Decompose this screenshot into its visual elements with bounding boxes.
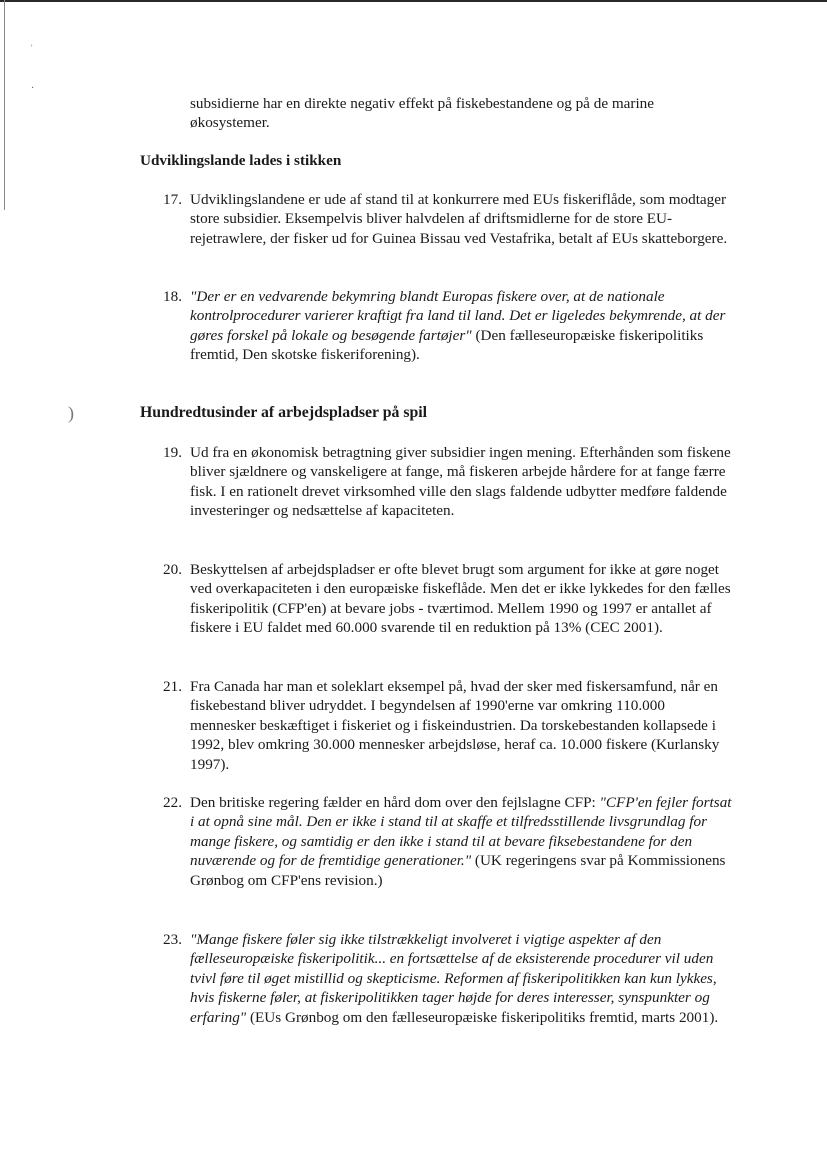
paragraph-number: 23. <box>163 931 182 948</box>
paragraph-text: Fra Canada har man et soleklart eksempel på, hvad der sker med fiskersamfund, når en fiskebestand bliver udryddet. I begyndelsen af 1990'erne var omkring 110.000 mennesker beskæftiget i fiskeriet og i fiskeindustrien. Da torskebestanden kollapsede i 1992, blev omkring 30.000 mennesker arbejdsløse, heraf ca. 10.000 fiskere (Kurlansky 1997). <box>190 678 720 773</box>
paragraph-number: 21. <box>163 678 182 695</box>
scan-left-border <box>4 0 5 210</box>
numbered-paragraph-22 <box>163 793 733 890</box>
paragraph-number: 18. <box>163 288 182 305</box>
intro-paragraph: subsidierne har en direkte negativ effekt på fiskebestandene og på de marine økosystemer. <box>190 95 655 132</box>
paragraph-number: 17. <box>163 191 182 208</box>
paragraph-text <box>190 930 733 1027</box>
paragraph-text: Udviklingslandene er ude af stand til at konkurrere med EUs fiskeriflåde, som modtager store subsidier. Eksempelvis bliver halvdelen af driftsmidlerne for de store EU-rejetrawlere, der fisker ud for Guinea Bissau ved Vestafrika, betalt af EUs skatteborgere. <box>190 191 728 247</box>
numbered-paragraph-17 <box>163 190 733 248</box>
quote-source: (Den fælleseuropæiske fiskeripolitiks fremtid, Den skotske fiskeriforening). <box>190 326 704 364</box>
scan-speck-mark: ˒ <box>30 39 34 50</box>
numbered-paragraph-18 <box>163 287 733 365</box>
paragraph-number: 19. <box>163 444 182 461</box>
numbered-paragraph-20 <box>163 560 733 638</box>
numbered-paragraph-21 <box>163 677 733 774</box>
quote-source: (UK regeringens svar på Kommissionens Grønbog om CFP'ens revision.) <box>190 852 726 889</box>
lead-text: Den britiske regering fælder en hård dom over den fejlslagne CFP: <box>190 794 600 811</box>
paragraph-text: Beskyttelsen af arbejdspladser er ofte blevet brugt som argument for ikke at gøre noget ved overkapaciteten i den europæiske fiskeflåde. Men det er ikke lykkedes for den fælles fiskeripolitik (CFP'en) at bevare jobs - tværtimod. Mellem 1990 og 1997 er antallet af fiskere i EU faldet med 60.000 svarende til en reduktion på 13% (CEC 2001). <box>190 561 731 637</box>
section-heading-jobs-at-stake: Hundredtusinder af arbejdspladser på spil <box>140 404 428 421</box>
quote-text: "Mange fiskere føler sig ikke tilstrækkeligt involveret i vigtige aspekter af den fælleseuropæiske fiskeripolitik... en fortsættelse af de eksisterende procedurer vil uden tvivl føre til øget mistillid og skepticisme. Reformen af fiskeripolitikken kan kun lykkes, hvis fiskerne føler, at fiskeripolitikken tager højde for deres interesser, synspunkter og erfaring" <box>190 931 717 1026</box>
section-heading-developing-countries: Udviklingslande lades i stikken <box>140 152 342 169</box>
quote-text: "Der er en vedvarende bekymring blandt Europas fiskere over, at de nationale kontrolprocedurer varierer kraftigt fra land til land. Det er ligeledes bekymrende, at der gøres forskel på lokale og besøgende fartøjer" <box>190 288 726 344</box>
paragraph-number: 22. <box>163 794 182 811</box>
scan-top-border <box>0 0 827 2</box>
paragraph-text: Ud fra en økonomisk betragtning giver subsidier ingen mening. Efterhånden som fiskene bliver sjældnere og vanskeligere at fange, må fiskeren arbejde hårdere for at fange færre fisk. I en rationelt drevet virksomhed ville den slags faldende udbytter medføre faldende investeringer og nedsættelse af kapaciteten. <box>190 444 731 520</box>
paragraph-number: 20. <box>163 561 182 578</box>
paragraph-text <box>190 287 733 365</box>
quote-text: "CFP'en fejler fortsat i at opnå sine mål. Den er ikke i stand til at skaffe et tilfredsstillende livsgrundlag for mange fiskere, og samtidig er den ikke i stand til at bevare fiksebestandene for den nuværende og for de fremtidige generationer." <box>190 794 732 870</box>
margin-paren-mark: ) <box>68 403 74 423</box>
scan-speck-mark: · <box>31 83 35 94</box>
quote-source: (EUs Grønbog om den fælleseuropæiske fiskeripolitiks fremtid, marts 2001). <box>246 1008 719 1026</box>
numbered-paragraph-23 <box>163 930 733 1027</box>
numbered-paragraph-19 <box>163 443 733 521</box>
paragraph-text <box>190 793 733 890</box>
